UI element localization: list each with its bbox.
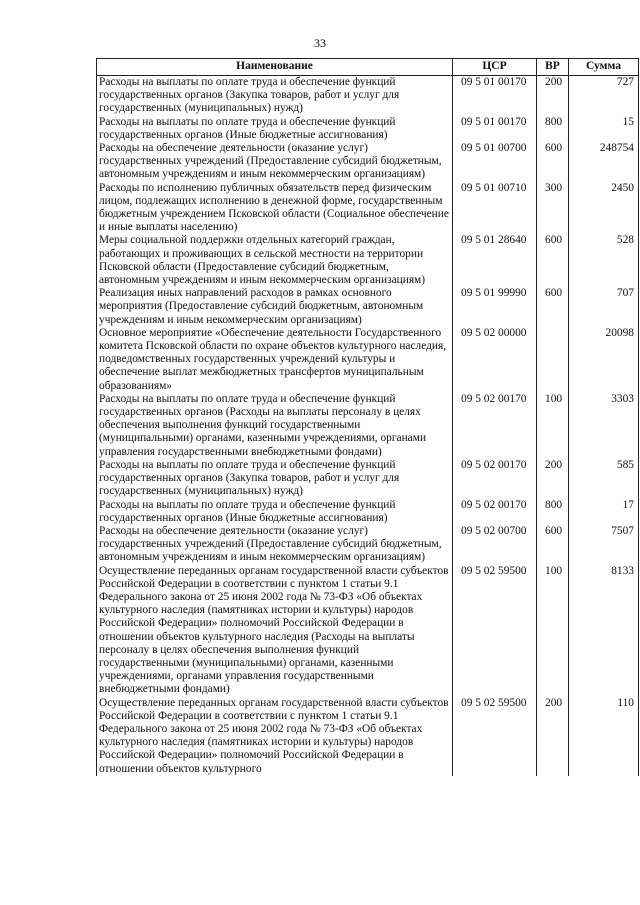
- table-row: [97, 327, 639, 393]
- row-name: Расходы на обеспечение деятельности (оказание услуг) государственных учреждений (Предоставление субсидий бюджетным, автономным учреждениям и иным некоммерческим организациям): [97, 142, 453, 182]
- row-csr: 09 5 01 00170: [453, 116, 537, 142]
- row-sum: 3303: [569, 393, 639, 459]
- table-row: [97, 182, 639, 235]
- row-name: Расходы на обеспечение деятельности (оказание услуг) государственных учреждений (Предоставление субсидий бюджетным, автономным учреждениям и иным некоммерческим организациям): [97, 525, 453, 565]
- row-name: Реализация иных направлений расходов в рамках основного мероприятия (Предоставление субсидий бюджетным, автономным учреждениям и иным некоммерческим организациям): [97, 287, 453, 327]
- row-name: Расходы по исполнению публичных обязательств перед физическим лицом, подлежащих исполнению в денежной форме, государственным бюджетным учреждением Псковской области (Социальное обеспечение и иные выплаты населению): [97, 182, 453, 235]
- row-csr: 09 5 02 00700: [453, 525, 537, 565]
- row-vr: 200: [537, 459, 569, 499]
- table-row: [97, 234, 639, 287]
- row-vr: 600: [537, 287, 569, 327]
- table-row: [97, 565, 639, 697]
- row-vr: 100: [537, 565, 569, 697]
- row-name: Основное мероприятие «Обеспечение деятельности Государственного комитета Псковской области по охране объектов культурного наследия, подведомственных государственных учреждений культуры и обеспечение выплат межбюджетных трансфертов муниципальным образованиям»: [97, 327, 453, 393]
- table-row: [97, 287, 639, 327]
- row-csr: 09 5 02 00170: [453, 393, 537, 459]
- row-csr: 09 5 02 59500: [453, 565, 537, 697]
- table-row: [97, 525, 639, 565]
- row-csr: 09 5 01 00700: [453, 142, 537, 182]
- row-vr: 200: [537, 76, 569, 116]
- row-csr: 09 5 01 00710: [453, 182, 537, 235]
- row-name: Меры социальной поддержки отдельных категорий граждан, работающих и проживающих в сельской местности на территории Псковской области (Предоставление субсидий бюджетным, автономным учреждениям и иным некоммерческим организациям): [97, 234, 453, 287]
- row-sum: 248754: [569, 142, 639, 182]
- header-sum: Сумма: [569, 59, 639, 76]
- header-name: Наименование: [97, 59, 453, 76]
- row-name: Расходы на выплаты по оплате труда и обеспечение функций государственных органов (Иные бюджетные ассигнования): [97, 116, 453, 142]
- row-name: Расходы на выплаты по оплате труда и обеспечение функций государственных органов (Иные бюджетные ассигнования): [97, 499, 453, 525]
- row-sum: 17: [569, 499, 639, 525]
- table-row: [97, 116, 639, 142]
- row-csr: 09 5 01 28640: [453, 234, 537, 287]
- row-name: Осуществление переданных органам государственной власти субъектов Российской Федерации в соответствии с пунктом 1 статьи 9.1 Федерального закона от 25 июня 2002 года № 73-ФЗ «Об объектах культурного наследия (памятниках истории и культуры) народов Российской Федерации» полномочий Российской Федерации в отношении объектов культурного: [97, 697, 453, 776]
- row-csr: 09 5 02 00000: [453, 327, 537, 393]
- row-name: Расходы на выплаты по оплате труда и обеспечение функций государственных органов (Закупка товаров, работ и услуг для государственных (муниципальных) нужд): [97, 459, 453, 499]
- table-row: [97, 697, 639, 776]
- row-csr: 09 5 01 99990: [453, 287, 537, 327]
- row-name: Расходы на выплаты по оплате труда и обеспечение функций государственных органов (Закупка товаров, работ и услуг для государственных (муниципальных) нужд): [97, 76, 453, 116]
- row-vr: 800: [537, 116, 569, 142]
- row-vr: 600: [537, 234, 569, 287]
- table-body: [97, 76, 639, 776]
- row-sum: 20098: [569, 327, 639, 393]
- table-row: [97, 499, 639, 525]
- row-csr: 09 5 02 00170: [453, 459, 537, 499]
- row-sum: 727: [569, 76, 639, 116]
- row-csr: 09 5 02 00170: [453, 499, 537, 525]
- row-vr: [537, 327, 569, 393]
- table-row: [97, 76, 639, 116]
- row-vr: 100: [537, 393, 569, 459]
- row-sum: 707: [569, 287, 639, 327]
- budget-table: [96, 58, 639, 776]
- row-sum: 7507: [569, 525, 639, 565]
- header-vr: ВР: [537, 59, 569, 76]
- table-row: [97, 142, 639, 182]
- row-sum: 8133: [569, 565, 639, 697]
- row-name: Расходы на выплаты по оплате труда и обеспечение функций государственных органов (Расходы на выплаты персоналу в целях обеспечения выполнения функций государственными (муниципальными) органами, казенными учреждениями, органами управления государственными внебюджетными фондами): [97, 393, 453, 459]
- header-csr: ЦСР: [453, 59, 537, 76]
- row-sum: 15: [569, 116, 639, 142]
- row-vr: 300: [537, 182, 569, 235]
- table-row: [97, 393, 639, 459]
- row-sum: 585: [569, 459, 639, 499]
- row-sum: 110: [569, 697, 639, 776]
- row-vr: 600: [537, 525, 569, 565]
- row-vr: 200: [537, 697, 569, 776]
- row-vr: 600: [537, 142, 569, 182]
- row-sum: 2450: [569, 182, 639, 235]
- row-csr: 09 5 01 00170: [453, 76, 537, 116]
- table-header-row: [97, 59, 639, 76]
- page-number: 33: [314, 36, 326, 50]
- table-row: [97, 459, 639, 499]
- row-vr: 800: [537, 499, 569, 525]
- row-name: Осуществление переданных органам государственной власти субъектов Российской Федерации в соответствии с пунктом 1 статьи 9.1 Федерального закона от 25 июня 2002 года № 73-ФЗ «Об объектах культурного наследия (памятниках истории и культуры) народов Российской Федерации» полномочий Российской Федерации в отношении объектов культурного наследия (Расходы на выплаты персоналу в целях обеспечения выполнения функций государственными (муниципальными) органами, казенными учреждениями, органами управления государственными внебюджетными фондами): [97, 565, 453, 697]
- row-csr: 09 5 02 59500: [453, 697, 537, 776]
- row-sum: 528: [569, 234, 639, 287]
